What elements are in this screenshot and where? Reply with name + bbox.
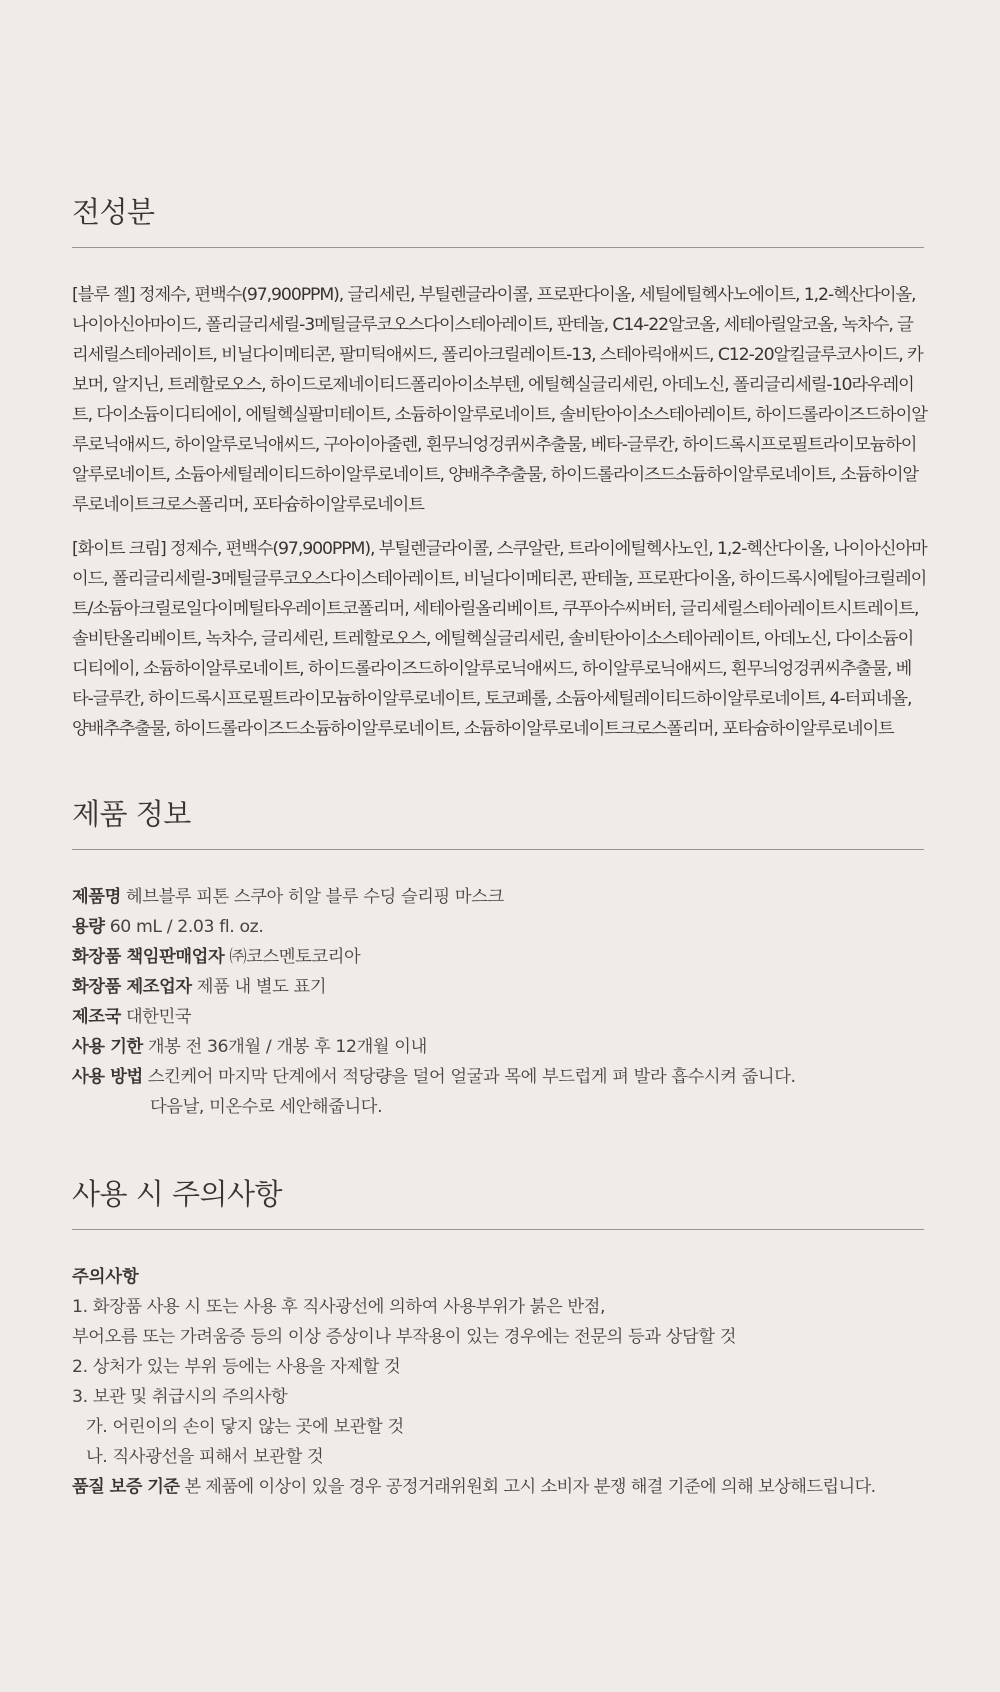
caution-item-3b: 나. 직사광선을 피해서 보관할 것 xyxy=(86,1447,324,1467)
info-label: 용량 xyxy=(72,917,105,937)
quality-label: 품질 보증 기준 xyxy=(72,1477,180,1497)
info-value: 헤브블루 피톤 스쿠아 히알 블루 수딩 슬리핑 마스크 xyxy=(125,887,504,907)
info-row-country xyxy=(72,1002,928,1032)
info-label: 사용 기한 xyxy=(72,1037,143,1057)
info-value: 제품 내 별도 표기 xyxy=(196,977,327,997)
info-label: 제품명 xyxy=(72,887,121,907)
caution-item-3: 3. 보관 및 취급시의 주의사항 xyxy=(72,1387,288,1407)
info-value: 스킨케어 마지막 단계에서 적당량을 덜어 얼굴과 목에 부드럽게 펴 발라 흡수시켜 줍니다. xyxy=(147,1067,796,1087)
cautions-divider xyxy=(72,1229,924,1230)
ingredients-divider xyxy=(72,247,924,248)
cautions-list xyxy=(72,1262,928,1502)
info-label: 사용 방법 xyxy=(72,1067,143,1087)
info-value: 다음날, 미온수로 세안해줍니다. xyxy=(150,1097,383,1117)
product-info-list xyxy=(72,882,928,1122)
cautions-section xyxy=(72,1174,928,1502)
cautions-title: 사용 시 주의사항 xyxy=(72,1177,283,1211)
quality-guarantee xyxy=(72,1472,928,1502)
caution-item-2: 2. 상처가 있는 부위 등에는 사용을 자제할 것 xyxy=(72,1357,401,1377)
info-row-expiry xyxy=(72,1032,928,1062)
info-row-usage-continued xyxy=(72,1092,928,1122)
white-cream-ingredients: [화이트 크림] 정제수, 편백수(97,900PPM), 부틸렌글라이콜, 스쿠알란, 트라이에틸헥사노인, 1,2-헥산다이올, 나이아신아마이드, 폴리글리세릴-3메틸글루코오스다이스테아레이트, 비닐다이메티콘, 판테놀, 프로판다이올, 하이드록시에틸아크릴레이트/소듐아크릴로일다이메틸타우레이트코폴리머, 세테아릴올리베이트, 쿠푸아수씨버터, 글리세릴스테아레이트시트레이트, 솔비탄올리베이트, 녹차수, 글리세린, 트레할로오스, 에틸헥실글리세린, 솔비탄아이소스테아레이트, 아데노신, 다이소듐이디티에이, 소듐하이알루로네이트, 하이드롤라이즈드하이알루로닉애씨드, 하이알루로닉애씨드, 흰무늬엉겅퀴씨추출물, 베타-글루칸, 하이드록시프로필트라이모늄하이알루로네이트, 토코페롤, 소듐아세틸레이티드하이알루로네이트, 4-터피네올, 양배추추출물, 하이드롤라이즈드소듐하이알루로네이트, 소듐하이알루로네이트크로스폴리머, 포타슘하이알루로네이트 xyxy=(72,539,927,739)
info-value: 60 mL / 2.03 fl. oz. xyxy=(109,917,264,937)
info-label: 화장품 책임판매업자 xyxy=(72,947,225,967)
info-value: 개봉 전 36개월 / 개봉 후 12개월 이내 xyxy=(147,1037,427,1057)
info-row-product-name xyxy=(72,882,928,912)
product-info-section xyxy=(72,794,928,1122)
info-label: 제조국 xyxy=(72,1007,121,1027)
info-label: 화장품 제조업자 xyxy=(72,977,192,997)
info-row-manufacturer xyxy=(72,972,928,1002)
ingredients-section xyxy=(72,192,928,744)
info-value: 대한민국 xyxy=(125,1007,192,1027)
caution-item-1: 1. 화장품 사용 시 또는 사용 후 직사광선에 의하여 사용부위가 붉은 반점, xyxy=(72,1297,606,1317)
caution-item-1-continued: 부어오름 또는 가려움증 등의 이상 증상이나 부작용이 있는 경우에는 전문의 등과 상담할 것 xyxy=(72,1327,736,1347)
ingredients-list xyxy=(72,280,928,744)
info-row-distributor xyxy=(72,942,928,972)
info-row-usage xyxy=(72,1062,928,1092)
info-row-volume xyxy=(72,912,928,942)
blue-gel-ingredients: [블루 젤] 정제수, 편백수(97,900PPM), 글리세린, 부틸렌글라이콜, 프로판다이올, 세틸에틸헥사노에이트, 1,2-헥산다이올, 나이아신아마이드, 폴리글리세릴-3메틸글루코오스다이스테아레이트, 판테놀, C14-22알코올, 세테아릴알코올, 녹차수, 글리세릴스테아레이트, 비닐다이메티콘, 팔미틱애씨드, 폴리아크릴레이트-13, 스테아릭애씨드, C12-20알킬글루코사이드, 카보머, 알지닌, 트레할로오스, 하이드로제네이티드폴리아이소부텐, 에틸헥실글리세린, 아데노신, 폴리글리세릴-10라우레이트, 다이소듐이디티에이, 에틸헥실팔미테이트, 소듐하이알루로네이트, 솔비탄아이소스테아레이트, 하이드롤라이즈드하이알루로닉애씨드, 하이알루로닉애씨드, 구아이아줄렌, 흰무늬엉겅퀴씨추출물, 베타-글루칸, 하이드록시프로필트라이모늄하이알루로네이트, 소듐아세틸레이티드하이알루로네이트, 양배추추출물, 하이드롤라이즈드소듐하이알루로네이트, 소듐하이알루로네이트크로스폴리머, 포타슘하이알루로네이트 xyxy=(72,285,927,515)
product-info-divider xyxy=(72,849,924,850)
quality-value: 본 제품에 이상이 있을 경우 공정거래위원회 고시 소비자 분쟁 해결 기준에 의해 보상해드립니다. xyxy=(184,1477,876,1497)
product-info-title: 제품 정보 xyxy=(72,797,191,831)
caution-item-3a: 가. 어린이의 손이 닿지 않는 곳에 보관할 것 xyxy=(86,1417,404,1437)
cautions-heading: 주의사항 xyxy=(72,1267,139,1287)
info-value: ㈜코스멘토코리아 xyxy=(229,947,361,967)
ingredients-title: 전성분 xyxy=(72,195,155,229)
